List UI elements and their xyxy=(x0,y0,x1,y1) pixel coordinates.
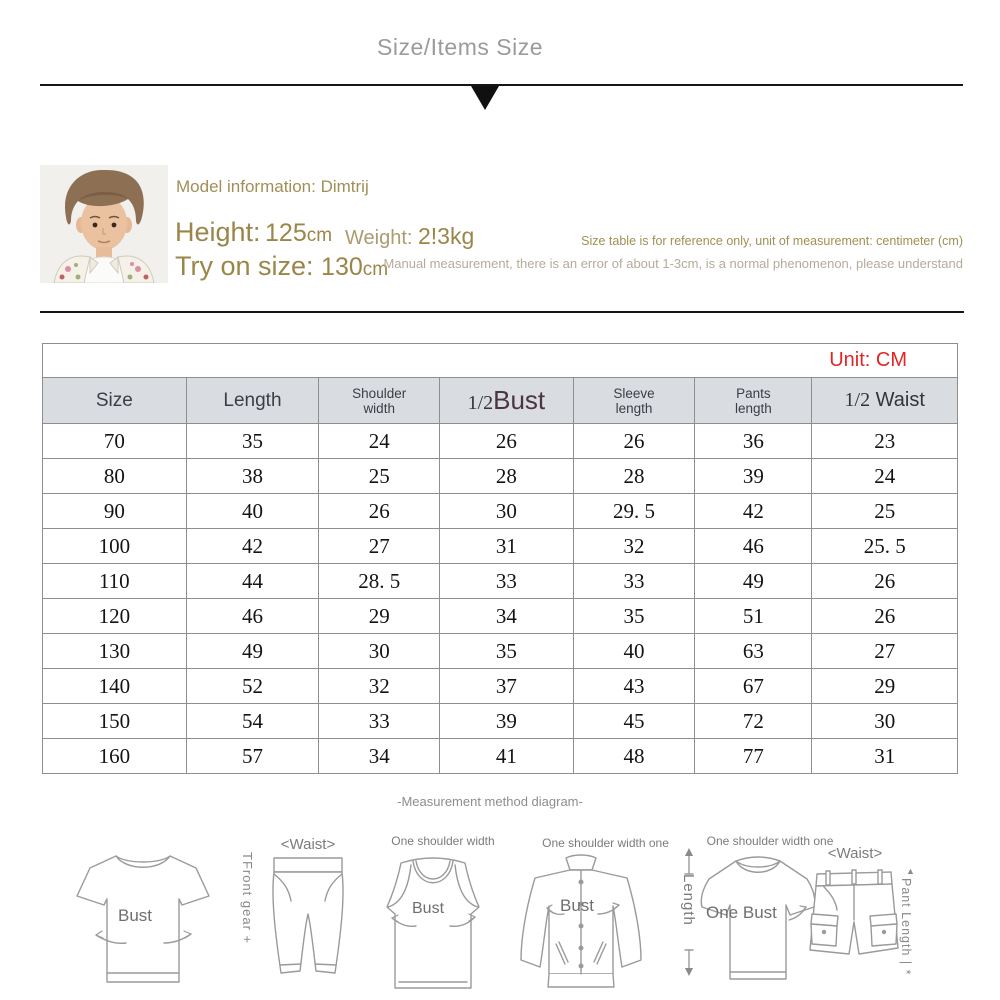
size-table-header-row xyxy=(43,378,958,424)
size-cell: 25 xyxy=(812,494,958,529)
size-cell: 28. 5 xyxy=(319,564,440,599)
size-cell: 36 xyxy=(695,424,812,459)
disclaimer-line-2: Manual measurement, there is an error of about 1-3cm, is a normal phenomenon, please understand xyxy=(383,256,963,271)
size-cell: 52 xyxy=(186,669,319,704)
size-cell: 32 xyxy=(319,669,440,704)
size-cell: 29. 5 xyxy=(573,494,695,529)
tee-length-label: Length xyxy=(680,874,697,926)
size-cell: 90 xyxy=(43,494,187,529)
tshirt-bust-label: Bust xyxy=(118,906,153,925)
size-cell: 160 xyxy=(43,739,187,774)
size-cell: 100 xyxy=(43,529,187,564)
size-cell: 54 xyxy=(186,704,319,739)
pant-length-arrow-icon: ▲ xyxy=(906,866,915,876)
measurement-section-title: -Measurement method diagram- xyxy=(397,794,583,809)
size-cell: 39 xyxy=(440,704,574,739)
unit-label: Unit: CM xyxy=(829,349,907,371)
size-cell: 45 xyxy=(573,704,695,739)
model-height xyxy=(175,217,332,248)
size-cell: 40 xyxy=(573,634,695,669)
size-cell: 26 xyxy=(812,599,958,634)
size-cell: 130 xyxy=(43,634,187,669)
size-cell: 42 xyxy=(186,529,319,564)
size-cell: 72 xyxy=(695,704,812,739)
size-cell: 44 xyxy=(186,564,319,599)
size-cell: 25 xyxy=(319,459,440,494)
size-cell: 35 xyxy=(573,599,695,634)
size-cell: 41 xyxy=(440,739,574,774)
tee-shoulder-label: One shoulder width one xyxy=(706,834,834,848)
size-cell: 46 xyxy=(695,529,812,564)
size-cell: 42 xyxy=(695,494,812,529)
size-cell: 27 xyxy=(319,529,440,564)
shorts-diagram xyxy=(806,862,902,964)
size-row-70 xyxy=(43,424,958,459)
size-cell: 70 xyxy=(43,424,187,459)
size-cell: 150 xyxy=(43,704,187,739)
tryon-unit: cm xyxy=(362,259,389,280)
size-cell: 30 xyxy=(319,634,440,669)
page-title: Size/Items Size xyxy=(377,34,543,60)
size-row-150 xyxy=(43,704,958,739)
column-header-sleeve-length: Sleeve length xyxy=(573,378,695,424)
down-triangle-icon xyxy=(471,86,499,110)
size-cell: 30 xyxy=(440,494,574,529)
model-photo xyxy=(40,165,168,283)
size-cell: 35 xyxy=(186,424,319,459)
column-header-half-waist: 1/2 Waist xyxy=(812,378,958,424)
size-row-140 xyxy=(43,669,958,704)
jacket-diagram xyxy=(518,848,644,992)
size-cell: 28 xyxy=(573,459,695,494)
size-row-130 xyxy=(43,634,958,669)
pants-front-gear-label: TFront gear + xyxy=(240,852,255,945)
size-cell: 34 xyxy=(440,599,574,634)
model-tryon xyxy=(175,251,388,282)
model-weight xyxy=(345,223,474,250)
size-cell: 28 xyxy=(440,459,574,494)
size-cell: 120 xyxy=(43,599,187,634)
size-row-90 xyxy=(43,494,958,529)
size-cell: 29 xyxy=(319,599,440,634)
height-unit: cm xyxy=(306,225,333,246)
column-header-shoulder-width: Shoulder width xyxy=(319,378,440,424)
tee-bust-label: One Bust xyxy=(706,903,777,922)
top-divider xyxy=(40,84,963,86)
size-row-100 xyxy=(43,529,958,564)
jacket-shoulder-label: One shoulder width one xyxy=(542,836,669,850)
tryon-value: 130 xyxy=(321,253,363,281)
column-header-pants-length: Pants length xyxy=(695,378,812,424)
size-table-body xyxy=(43,424,958,774)
size-cell: 49 xyxy=(695,564,812,599)
weight-label: Weight: xyxy=(345,227,418,249)
size-cell: 34 xyxy=(319,739,440,774)
size-cell: 39 xyxy=(695,459,812,494)
model-info-text: Model information: Dimtrij xyxy=(176,177,369,196)
size-cell: 110 xyxy=(43,564,187,599)
size-cell: 24 xyxy=(812,459,958,494)
size-row-80 xyxy=(43,459,958,494)
size-cell: 57 xyxy=(186,739,319,774)
size-cell: 23 xyxy=(812,424,958,459)
size-cell: 46 xyxy=(186,599,319,634)
size-cell: 31 xyxy=(812,739,958,774)
size-cell: 24 xyxy=(319,424,440,459)
size-cell: 27 xyxy=(812,634,958,669)
shorts-pant-length-label: Pant Length | * xyxy=(899,878,913,976)
column-header-size: Size xyxy=(43,378,187,424)
size-cell: 48 xyxy=(573,739,695,774)
size-cell: 26 xyxy=(440,424,574,459)
size-cell: 35 xyxy=(440,634,574,669)
size-cell: 80 xyxy=(43,459,187,494)
height-label: Height: xyxy=(175,217,261,247)
weight-value: 2!3kg xyxy=(418,223,475,249)
size-row-110 xyxy=(43,564,958,599)
size-table xyxy=(42,343,958,774)
height-value: 125 xyxy=(265,219,307,247)
size-cell: 33 xyxy=(573,564,695,599)
size-row-160 xyxy=(43,739,958,774)
size-cell: 33 xyxy=(440,564,574,599)
size-cell: 29 xyxy=(812,669,958,704)
size-cell: 31 xyxy=(440,529,574,564)
size-cell: 30 xyxy=(812,704,958,739)
vest-diagram xyxy=(384,848,482,992)
size-cell: 51 xyxy=(695,599,812,634)
size-cell: 26 xyxy=(319,494,440,529)
size-cell: 33 xyxy=(319,704,440,739)
size-row-120 xyxy=(43,599,958,634)
size-cell: 26 xyxy=(573,424,695,459)
size-cell: 26 xyxy=(812,564,958,599)
column-header-half-bust: 1/2Bust xyxy=(440,378,574,424)
size-cell: 32 xyxy=(573,529,695,564)
pants-waist-label: <Waist> xyxy=(280,836,336,853)
size-cell: 25. 5 xyxy=(812,529,958,564)
shorts-waist-label: <Waist> xyxy=(827,845,883,862)
vest-bust-label: Bust xyxy=(412,900,445,917)
size-cell: 49 xyxy=(186,634,319,669)
size-cell: 37 xyxy=(440,669,574,704)
tryon-label: Try on size: xyxy=(175,251,322,281)
disclaimer-line-1: Size table is for reference only, unit of measurement: centimeter (cm) xyxy=(581,234,963,248)
vest-shoulder-label: One shoulder width xyxy=(391,834,495,848)
size-cell: 40 xyxy=(186,494,319,529)
unit-row xyxy=(43,344,958,378)
size-cell: 38 xyxy=(186,459,319,494)
size-cell: 67 xyxy=(695,669,812,704)
pants-diagram xyxy=(266,852,350,987)
size-cell: 63 xyxy=(695,634,812,669)
mid-divider xyxy=(40,311,964,313)
jacket-bust-label: Bust xyxy=(560,896,595,915)
size-cell: 140 xyxy=(43,669,187,704)
column-header-length: Length xyxy=(186,378,319,424)
size-cell: 77 xyxy=(695,739,812,774)
size-cell: 43 xyxy=(573,669,695,704)
